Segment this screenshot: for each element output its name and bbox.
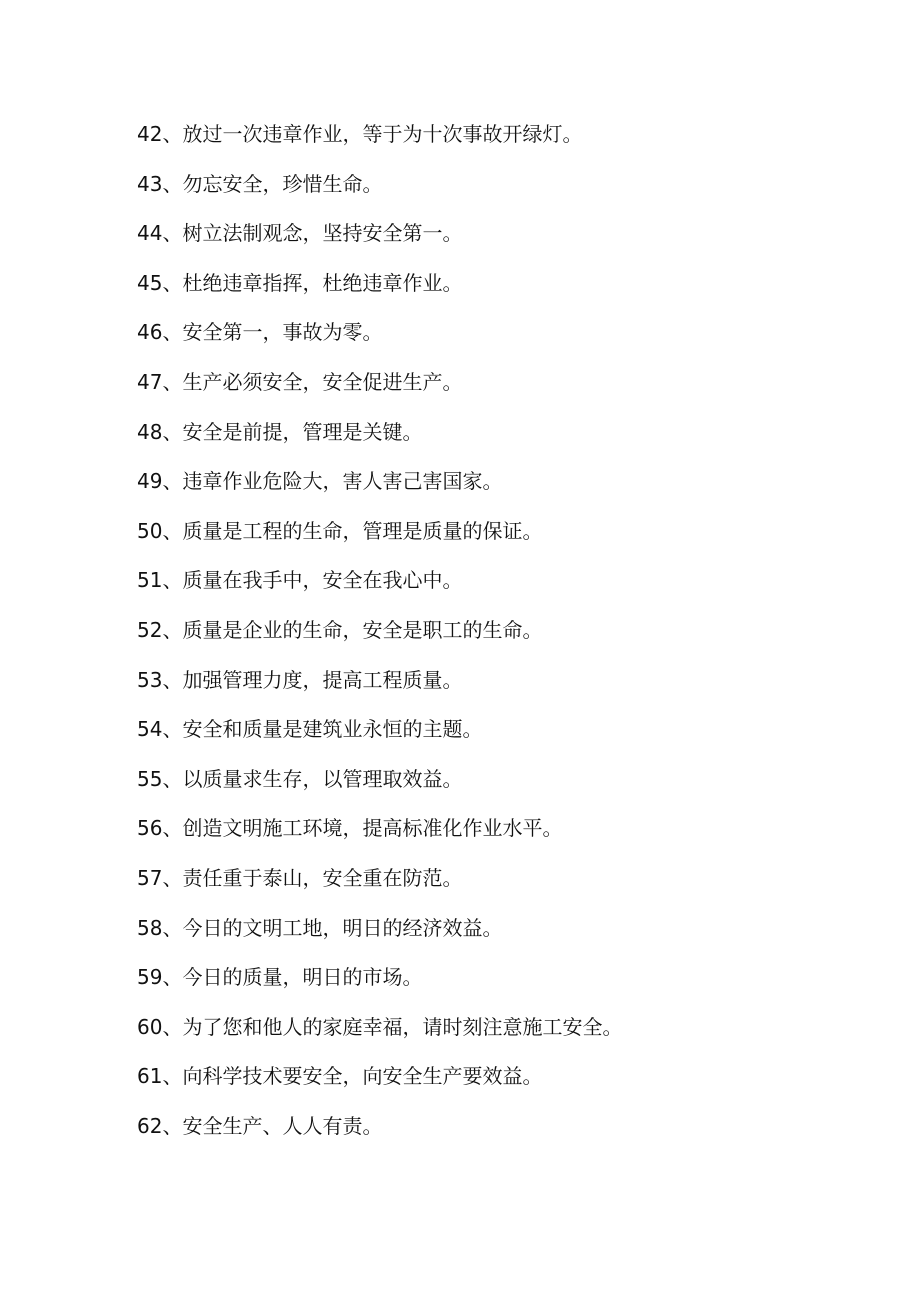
item-text: 、为了您和他人的家庭幸福，请时刻注意施工安全。 [162,1014,623,1039]
item-text: 、加强管理力度，提高工程质量。 [162,667,463,692]
item-text: 、放过一次违章作业，等于为十次事故开绿灯。 [162,122,583,146]
item-number: 59 [137,965,163,990]
list-item [137,854,622,904]
list-item [137,457,622,507]
item-text: 、违章作业危险大，害人害己害国家。 [162,469,503,494]
item-number: 44 [137,221,163,246]
item-number: 57 [137,865,163,890]
item-number: 61 [137,1064,163,1089]
item-number: 54 [137,717,163,742]
list-item [137,1003,622,1053]
slogan-list [137,110,622,1151]
list-item [137,308,622,358]
item-number: 56 [137,816,163,841]
list-item [137,556,622,606]
list-item [137,1102,622,1152]
item-number: 49 [137,469,163,494]
item-text: 、安全第一，事故为零。 [162,320,383,345]
list-item [137,804,622,854]
item-text: 、以质量求生存，以管理取效益。 [162,766,463,791]
item-number: 62 [137,1113,163,1138]
item-text: 、质量在我手中，安全在我心中。 [162,568,463,593]
item-number: 43 [137,171,163,196]
list-item [137,705,622,755]
list-item [137,606,622,656]
item-number: 48 [137,419,163,444]
list-item [137,953,622,1003]
item-number: 50 [137,518,163,543]
list-item [137,1052,622,1102]
list-item [137,160,622,210]
item-number: 51 [137,568,163,593]
item-text: 、树立法制观念，坚持安全第一。 [162,221,463,246]
item-number: 58 [137,915,163,940]
list-item [137,209,622,259]
list-item [137,408,622,458]
item-number: 53 [137,667,163,692]
item-text: 、生产必须安全，安全促进生产。 [162,369,463,394]
item-number: 60 [137,1014,163,1039]
item-text: 、安全是前提，管理是关键。 [162,419,423,444]
list-item [137,358,622,408]
item-text: 、勿忘安全，珍惜生命。 [162,171,383,196]
list-item [137,755,622,805]
item-text: 、杜绝违章指挥，杜绝违章作业。 [162,270,463,295]
item-number: 45 [137,270,163,295]
item-text: 、责任重于泰山，安全重在防范。 [162,865,463,890]
item-text: 、安全生产、人人有责。 [162,1113,383,1138]
list-item [137,507,622,557]
item-text: 、创造文明施工环境，提高标准化作业水平。 [162,816,563,841]
item-number: 46 [137,320,163,345]
item-text: 、向科学技术要安全，向安全生产要效益。 [162,1064,543,1089]
item-text: 、质量是工程的生命，管理是质量的保证。 [162,518,543,543]
list-item [137,259,622,309]
list-item [137,110,622,160]
item-text: 、安全和质量是建筑业永恒的主题。 [162,717,483,742]
list-item [137,656,622,706]
list-item [137,904,622,954]
item-number: 42 [137,122,163,146]
item-text: 、今日的质量，明日的市场。 [162,965,423,990]
item-number: 52 [137,617,163,642]
item-text: 、今日的文明工地，明日的经济效益。 [162,915,503,940]
item-number: 47 [137,369,163,394]
item-number: 55 [137,766,163,791]
item-text: 、质量是企业的生命，安全是职工的生命。 [162,617,543,642]
